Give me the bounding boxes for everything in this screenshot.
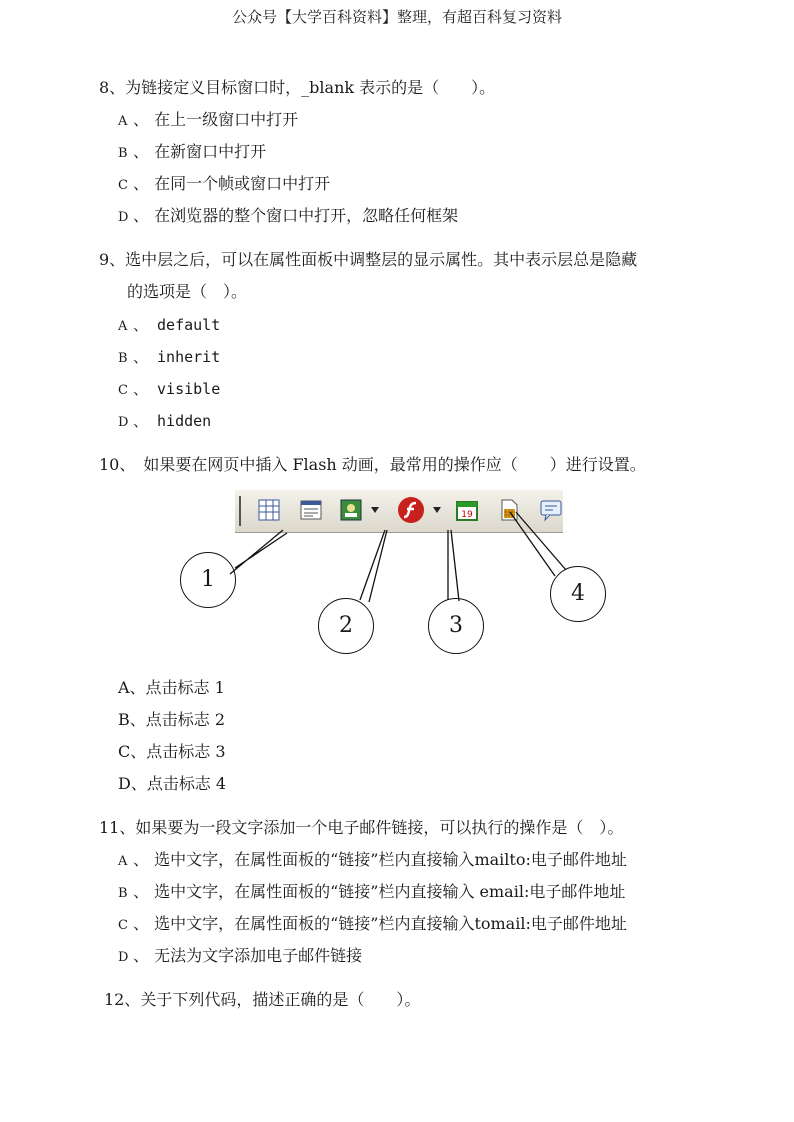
q11-option-d: D 、 无法为文字添加电子邮件链接 xyxy=(118,946,363,965)
q9-option-c: C 、 visible xyxy=(118,380,221,398)
marker-2: 2 xyxy=(318,598,374,654)
q10-option-c: C、点击标志 3 xyxy=(118,742,226,761)
q11-option-b: B 、 选中文字，在属性面板的“链接”栏内直接输入 email:电子邮件地址 xyxy=(118,882,626,901)
q8-option-d: D 、 在浏览器的整个窗口中打开，忽略任何框架 xyxy=(118,206,459,225)
page-header: 公众号【大学百科资料】整理，有超百科复习资料 xyxy=(231,8,562,26)
q9-stem-line1: 9、选中层之后，可以在属性面板中调整层的显示属性。其中表示层总是隐藏 xyxy=(99,250,638,269)
q8-option-c: C 、 在同一个帧或窗口中打开 xyxy=(118,174,331,193)
q9-stem-line2: 的选项是（ ）。 xyxy=(127,282,248,301)
svg-text:19: 19 xyxy=(461,510,473,520)
q11-option-a: A 、 选中文字，在属性面板的“链接”栏内直接输入mailto:电子邮件地址 xyxy=(118,850,627,869)
q9-option-b: B 、 inherit xyxy=(118,348,221,366)
q10-option-d: D、点击标志 4 xyxy=(118,774,227,793)
q10-option-a: A、点击标志 1 xyxy=(118,678,225,697)
q11-option-c: C 、 选中文字，在属性面板的“链接”栏内直接输入tomail:电子邮件地址 xyxy=(118,914,627,933)
marker-4: 4 xyxy=(550,566,606,622)
q8-option-a: A 、 在上一级窗口中打开 xyxy=(118,110,299,129)
q8-stem: 8、为链接定义目标窗口时，_blank 表示的是（ ）。 xyxy=(99,78,496,97)
q12-stem: 12、关于下列代码，描述正确的是（ ）。 xyxy=(104,990,421,1009)
q9-option-a: A 、 default xyxy=(118,316,221,334)
marker-3: 3 xyxy=(428,598,484,654)
q10-option-b: B、点击标志 2 xyxy=(118,710,226,729)
q11-stem: 11、如果要为一段文字添加一个电子邮件链接，可以执行的操作是（ ）。 xyxy=(99,818,624,837)
q10-stem: 10、 如果要在网页中插入 Flash 动画，最常用的操作应（ ）进行设置。 xyxy=(99,455,646,474)
marker-1: 1 xyxy=(180,552,236,608)
q8-option-b: B 、 在新窗口中打开 xyxy=(118,142,267,161)
q9-option-d: D 、 hidden xyxy=(118,412,212,430)
